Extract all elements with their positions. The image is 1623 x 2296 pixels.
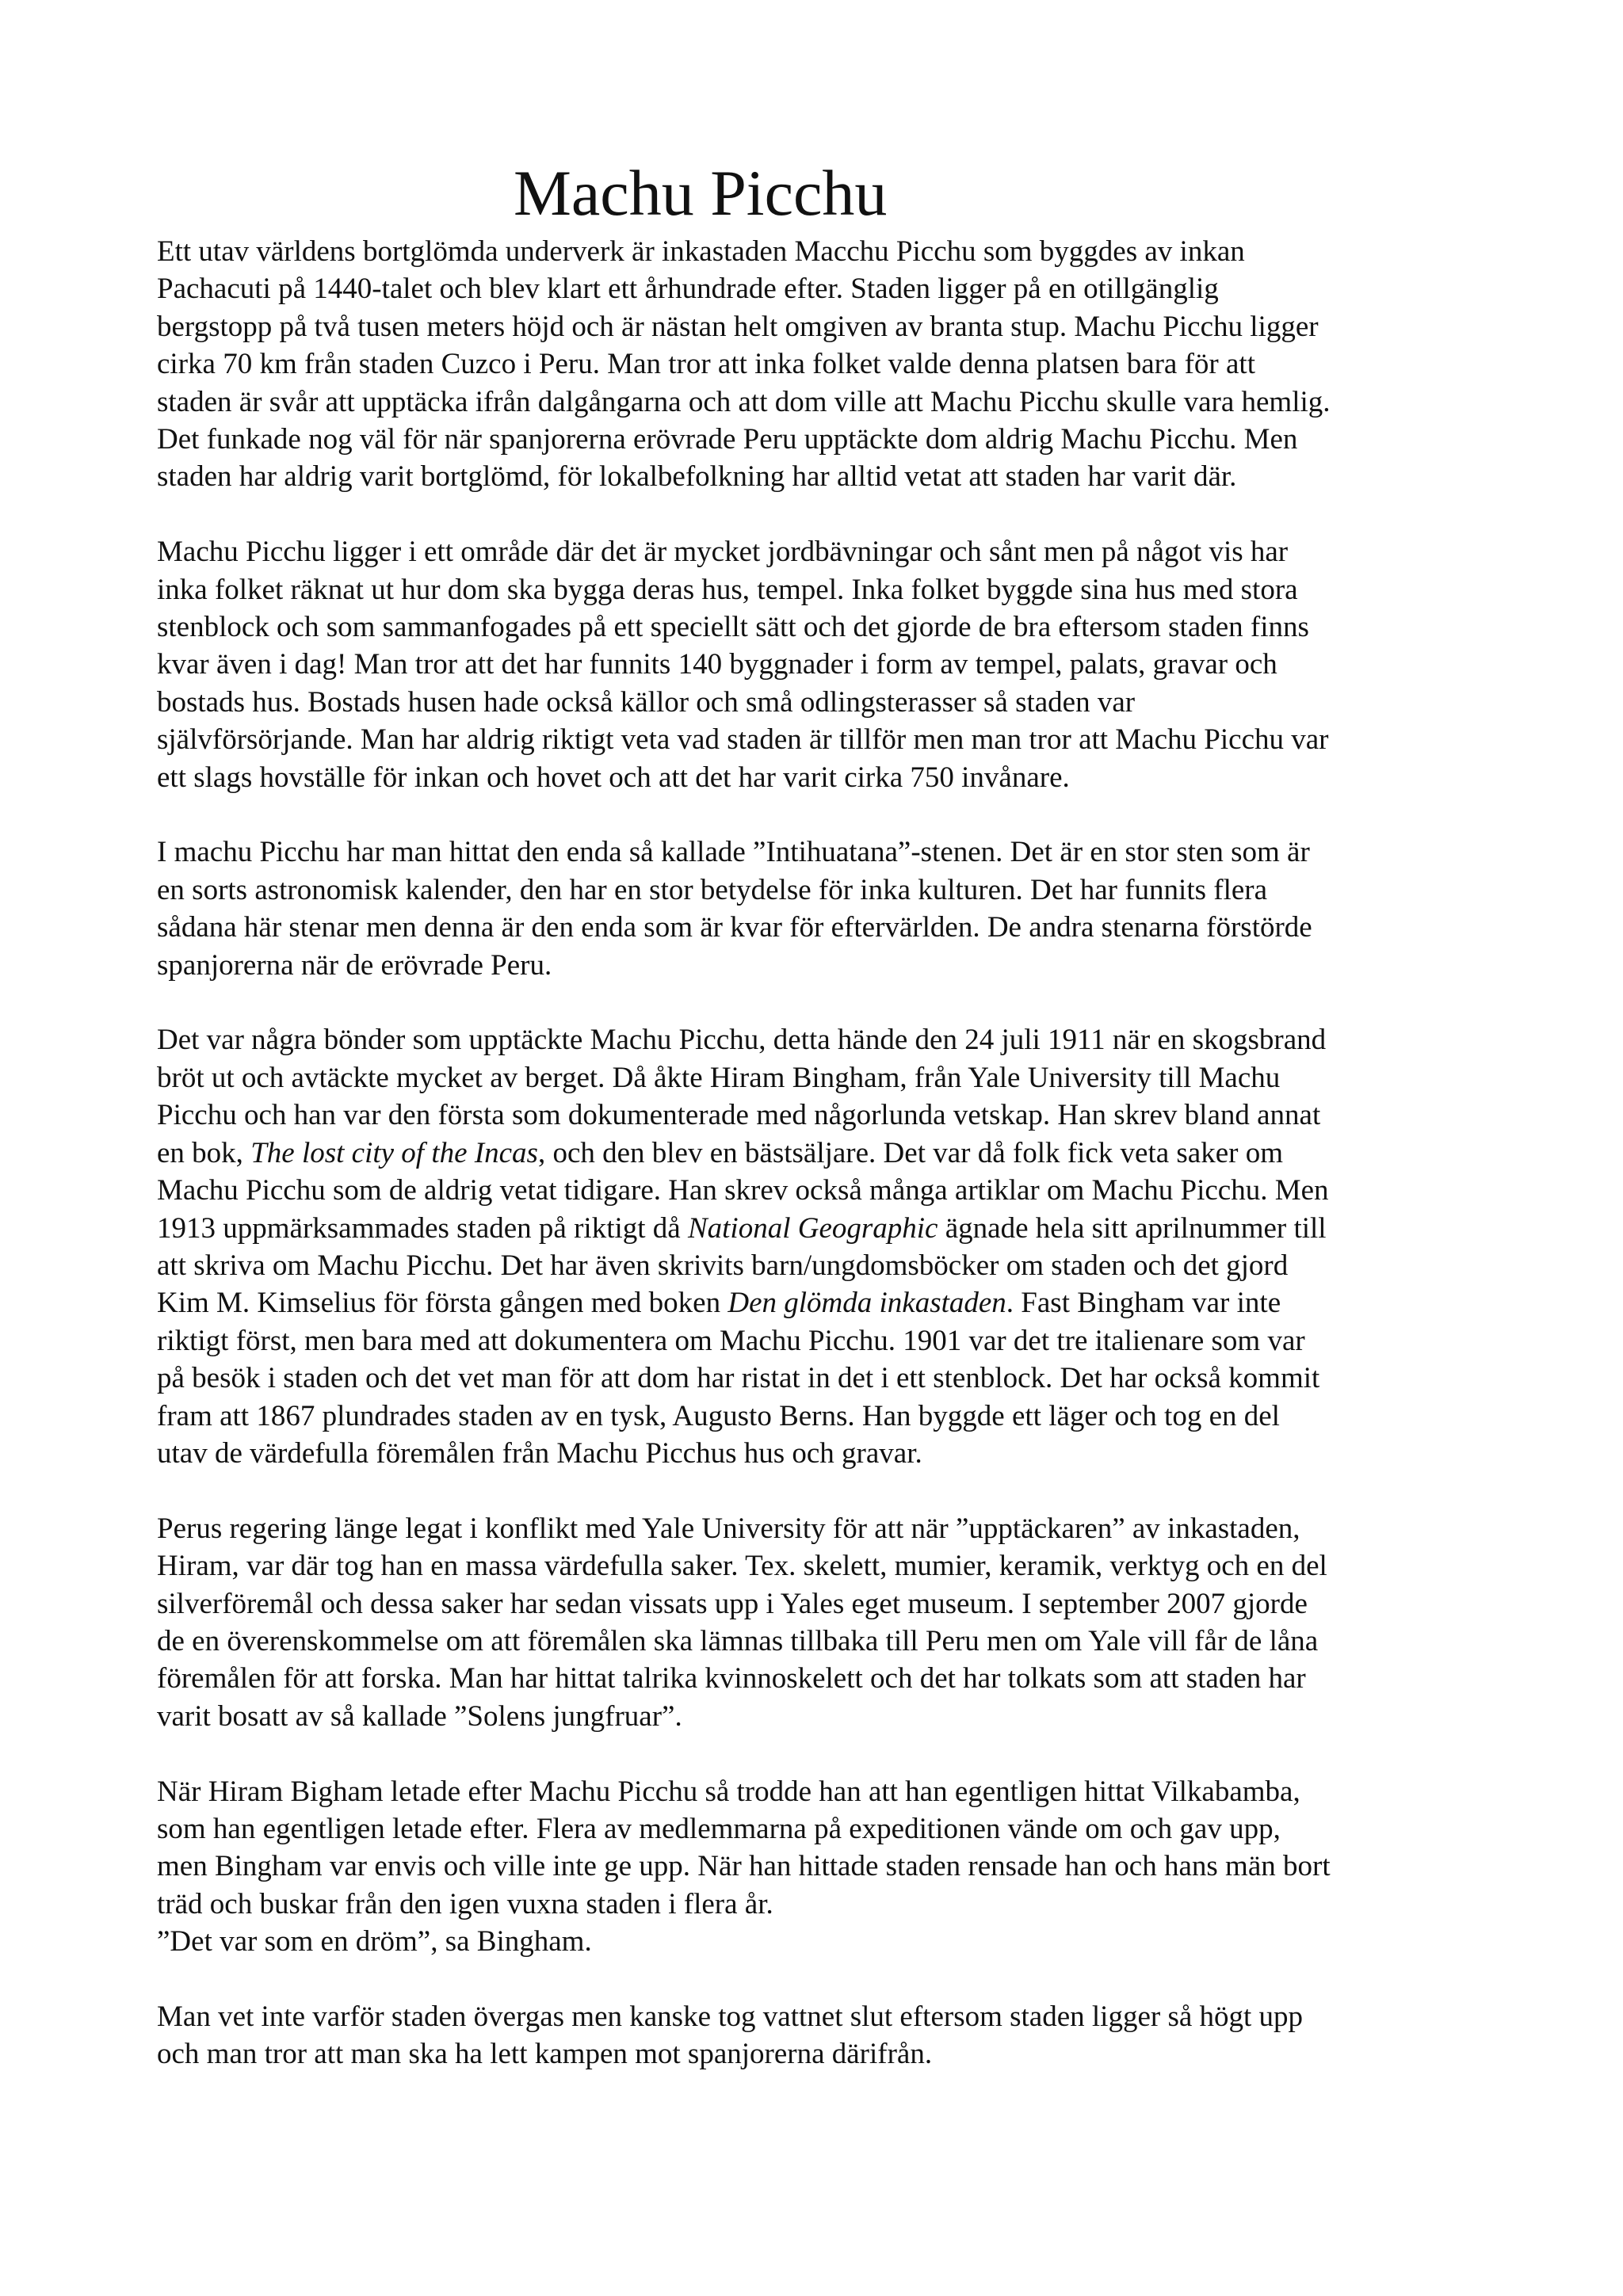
text-segment: bostads hus. Bostads husen hade också källor och små odlingsterasser så staden var — [157, 685, 1136, 719]
text-segment: Ett utav världens bortglömda underverk är inkastaden Macchu Picchu som byggdes av inkan — [157, 235, 1245, 268]
text-line — [157, 1773, 1488, 1810]
text-line — [157, 1135, 1488, 1172]
text-segment: träd och buskar från den igen vuxna staden i flera år. — [157, 1887, 773, 1920]
text-line — [157, 345, 1488, 383]
text-segment: När Hiram Bigham letade efter Machu Picchu så trodde han att han egentligen hittat Vilkabamba, — [157, 1775, 1300, 1808]
text-segment: självförsörjande. Man har aldrig riktigt veta vad staden är tillför men man tror att Machu Picchu var — [157, 723, 1329, 757]
text-line — [157, 1886, 1488, 1923]
text-line — [157, 646, 1488, 683]
text-segment: Machu Picchu som de aldrig vetat tidigare. Han skrev också många artiklar om Machu Picchu. Men — [157, 1174, 1329, 1207]
text-segment: och man tror att man ska ha lett kampen mot spanjorerna därifrån. — [157, 2038, 933, 2071]
text-segment: fram att 1867 plundrades staden av en tysk, Augusto Berns. Han byggde ett läger och tog en del — [157, 1399, 1280, 1432]
text-segment: riktigt först, men bara med att dokumentera om Machu Picchu. 1901 var det tre italienare som var — [157, 1324, 1305, 1357]
text-line — [157, 308, 1488, 345]
text-line — [157, 1848, 1488, 1885]
text-segment: utav de värdefulla föremålen från Machu Picchus hus och gravar. — [157, 1436, 922, 1470]
text-segment: Pachacuti på 1440-talet och blev klart ett århundrade efter. Staden ligger på en otillgänglig — [157, 273, 1219, 306]
text-segment: cirka 70 km från staden Cuzco i Peru. Man tror att inka folket valde denna platsen bara för att — [157, 348, 1255, 381]
text-segment: Kim M. Kimselius för första gången med boken — [157, 1287, 728, 1320]
text-line — [157, 233, 1488, 270]
paragraph-4 — [157, 1021, 1488, 1472]
text-line — [157, 1435, 1488, 1472]
text-line — [157, 1510, 1488, 1547]
text-segment: som han egentligen letade efter. Flera av medlemmarna på expeditionen vände om och gav upp, — [157, 1812, 1281, 1845]
text-segment: bröt ut och avtäckte mycket av berget. Då åkte Hiram Bingham, från Yale University till Machu — [157, 1061, 1281, 1094]
text-line — [157, 833, 1488, 871]
text-segment: Det var några bönder som upptäckte Machu Picchu, detta hände den 24 juli 1911 när en skogsbrand — [157, 1024, 1327, 1057]
text-line — [157, 947, 1488, 984]
text-line — [157, 1998, 1488, 2035]
text-line — [157, 1172, 1488, 1209]
text-line — [157, 421, 1488, 458]
text-segment: varit bosatt av så kallade ”Solens jungfruar”. — [157, 1699, 682, 1733]
text-line — [157, 1097, 1488, 1134]
text-segment: spanjorerna när de erövrade Peru. — [157, 948, 552, 982]
text-line — [157, 1660, 1488, 1697]
text-line — [157, 1398, 1488, 1435]
text-line — [157, 1210, 1488, 1247]
text-segment: de en överenskommelse om att föremålen ska lämnas tillbaka till Peru men om Yale vill får de låna — [157, 1624, 1319, 1657]
text-line — [157, 1623, 1488, 1660]
paragraph-6 — [157, 1773, 1488, 1961]
text-line — [157, 270, 1488, 307]
text-line — [157, 383, 1488, 421]
text-segment: I machu Picchu har man hittat den enda så kallade ”Intihuatana”-stenen. Det är en stor sten som är — [157, 836, 1310, 869]
paragraph-1 — [157, 233, 1488, 496]
paragraph-5 — [157, 1510, 1488, 1735]
text-segment: staden har aldrig varit bortglömd, för lokalbefolkning har alltid vetat att staden har varit där. — [157, 460, 1237, 494]
text-segment: en sorts astronomisk kalender, den har en stor betydelse för inka kulturen. Det har funnits flera — [157, 873, 1268, 906]
text-segment: Picchu och han var den första som dokumenterade med någorlunda vetskap. Han skrev bland annat — [157, 1099, 1321, 1132]
text-line — [157, 1698, 1488, 1735]
text-segment: staden är svår att upptäcka ifrån dalgångarna och att dom ville att Machu Picchu skulle vara hemlig. — [157, 385, 1331, 418]
text-segment: Hiram, var där tog han en massa värdefulla saker. Tex. skelett, mumier, keramik, verktyg och en del — [157, 1550, 1327, 1583]
text-line — [157, 1059, 1488, 1097]
text-segment: på besök i staden och det vet man för att dom har ristat in det i ett stenblock. Det har också kommit — [157, 1362, 1320, 1395]
text-line — [157, 533, 1488, 570]
text-line — [157, 571, 1488, 608]
text-line — [157, 2035, 1488, 2073]
text-line — [157, 871, 1488, 909]
text-line — [157, 1284, 1488, 1322]
italic-title-text: Den glömda inkastaden — [727, 1287, 1006, 1320]
text-line — [157, 1247, 1488, 1284]
text-segment: Det funkade nog väl för när spanjorerna erövrade Peru upptäckte dom aldrig Machu Picchu. Men — [157, 423, 1298, 456]
text-line — [157, 759, 1488, 796]
text-line — [157, 1810, 1488, 1848]
text-segment: Machu Picchu ligger i ett område där det är mycket jordbävningar och sånt men på något vis har — [157, 536, 1289, 569]
text-segment: bergstopp på två tusen meters höjd och är nästan helt omgiven av branta stup. Machu Picchu ligger — [157, 310, 1319, 343]
text-segment: föremålen för att forska. Man har hittat talrika kvinnoskelett och det har tolkats som att staden har — [157, 1662, 1306, 1695]
text-segment: sådana här stenar men denna är den enda som är kvar för eftervärlden. De andra stenarna förstörde — [157, 911, 1312, 944]
text-line — [157, 1322, 1488, 1360]
paragraph-7 — [157, 1998, 1488, 2073]
text-segment: ”Det var som en dröm”, sa Bingham. — [157, 1925, 592, 1958]
paragraph-2 — [157, 533, 1488, 796]
italic-title-text: National Geographic — [687, 1211, 938, 1245]
text-line — [157, 1360, 1488, 1397]
text-line — [157, 1021, 1488, 1058]
text-segment: , och den blev en bästsäljare. Det var då folk fick veta saker om — [537, 1136, 1283, 1169]
text-line — [157, 721, 1488, 758]
italic-title-text: The lost city of the Incas — [250, 1136, 538, 1169]
text-segment: att skriva om Machu Picchu. Det har även skrivits barn/ungdomsböcker om staden och det gjord — [157, 1249, 1289, 1282]
text-line — [157, 1585, 1488, 1623]
text-segment: . Fast Bingham var inte — [1006, 1287, 1281, 1320]
text-segment: ägnade hela sitt aprilnummer till — [938, 1211, 1327, 1245]
text-segment: silverföremål och dessa saker har sedan vissats upp i Yales eget museum. I september 2007 gjorde — [157, 1587, 1308, 1620]
text-line — [157, 458, 1488, 495]
text-segment: Man vet inte varför staden övergas men kanske tog vattnet slut eftersom staden ligger så högt upp — [157, 2000, 1304, 2033]
text-segment: 1913 uppmärksammades staden på riktigt då — [157, 1211, 688, 1245]
text-line — [157, 909, 1488, 946]
paragraph-3 — [157, 833, 1488, 984]
text-segment: kvar även i dag! Man tror att det har funnits 140 byggnader i form av tempel, palats, gravar och — [157, 648, 1277, 681]
text-segment: Perus regering länge legat i konflikt med Yale University för att när ”upptäckaren” av inkastaden, — [157, 1512, 1300, 1545]
text-segment: en bok, — [157, 1136, 251, 1169]
document-body — [157, 233, 1488, 2073]
page-title: Machu Picchu — [514, 157, 888, 229]
text-line — [157, 608, 1488, 646]
text-line — [157, 1547, 1488, 1585]
text-segment: men Bingham var envis och ville inte ge upp. När han hittade staden rensade han och hans män bort — [157, 1850, 1331, 1883]
text-segment: ett slags hovställe för inkan och hovet och att det har varit cirka 750 invånare. — [157, 761, 1070, 794]
text-line — [157, 684, 1488, 721]
text-segment: stenblock och som sammanfogades på ett speciellt sätt och det gjorde de bra eftersom staden finns — [157, 611, 1309, 644]
text-segment: inka folket räknat ut hur dom ska bygga deras hus, tempel. Inka folket byggde sina hus med stora — [157, 573, 1298, 606]
text-line — [157, 1923, 1488, 1960]
